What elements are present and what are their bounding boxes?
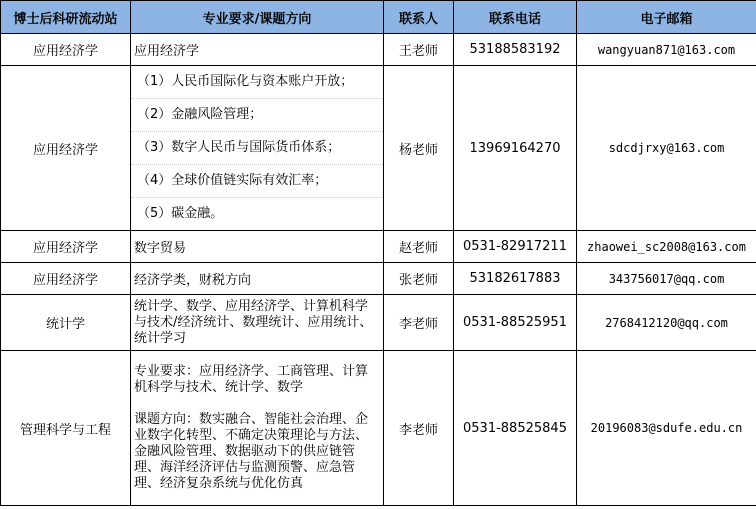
header-phone: 联系电话	[454, 1, 577, 34]
direction-item: （1）人民币国际化与资本账户开放；	[131, 66, 383, 99]
email-cell: 343756017@qq.com	[577, 263, 756, 295]
station-cell: 应用经济学	[1, 263, 131, 295]
direction-cell: 统计学、数学、应用经济学、计算机科学与技术/经济统计、数理统计、应用统计、统计学习	[131, 295, 384, 351]
header-email: 电子邮箱	[577, 1, 756, 34]
station-cell: 统计学	[1, 295, 131, 351]
email-cell: 2768412120@qq.com	[577, 295, 756, 351]
contact-cell: 赵老师	[384, 231, 454, 263]
direction-cell: 数字贸易	[131, 231, 384, 263]
station-cell: 应用经济学	[1, 231, 131, 263]
table-row	[1, 34, 756, 66]
direction-item: （2）金融风险管理；	[131, 99, 383, 132]
header-row	[1, 1, 756, 34]
phone-cell: 53188583192	[454, 34, 577, 66]
header-contact: 联系人	[384, 1, 454, 34]
contact-cell: 王老师	[384, 34, 454, 66]
requirement-text: 专业要求：应用经济学、工商管理、计算机科学与技术、统计学、数学	[134, 364, 369, 395]
table-row	[1, 351, 756, 506]
table-row	[1, 66, 756, 231]
contact-cell: 李老师	[384, 351, 454, 506]
phone-cell: 53182617883	[454, 263, 577, 295]
phone-cell: 0531-88525951	[454, 295, 577, 351]
header-direction: 专业要求/课题方向	[131, 1, 384, 34]
phone-cell: 0531-88525845	[454, 351, 577, 506]
direction-item: （5）碳金融。	[137, 206, 224, 221]
spacer	[134, 396, 380, 412]
direction-cell	[131, 351, 384, 506]
table-row	[1, 295, 756, 351]
direction-item: （3）数字人民币与国际货币体系；	[131, 132, 383, 165]
phone-cell: 0531-82917211	[454, 231, 577, 263]
station-cell: 管理科学与工程	[1, 351, 131, 506]
email-cell: 20196083@sdufe.edu.cn	[577, 351, 756, 506]
contact-cell: 张老师	[384, 263, 454, 295]
direction-list-cell	[131, 66, 384, 231]
header-station: 博士后科研流动站	[1, 1, 131, 34]
direction-cell: 应用经济学	[131, 34, 384, 66]
direction-cell: 经济学类，财税方向	[131, 263, 384, 295]
email-cell: wangyuan871@163.com	[577, 34, 756, 66]
topic-text: 课题方向：数实融合、智能社会治理、企业数字化转型、不确定决策理论与方法、金融风险管理、数据驱动下的供应链管理、海洋经济评估与监测预警、应急管理、经济复杂系统与优化仿真	[134, 412, 369, 491]
table-row	[1, 231, 756, 263]
phone-cell: 13969164270	[454, 66, 577, 231]
email-cell: sdcdjrxy@163.com	[577, 66, 756, 231]
email-cell: zhaowei_sc2008@163.com	[577, 231, 756, 263]
contact-cell: 杨老师	[384, 66, 454, 231]
contact-cell: 李老师	[384, 295, 454, 351]
direction-item: （4）全球价值链实际有效汇率；	[131, 165, 383, 198]
station-cell: 应用经济学	[1, 66, 131, 231]
table-row	[1, 263, 756, 295]
station-cell: 应用经济学	[1, 34, 131, 66]
